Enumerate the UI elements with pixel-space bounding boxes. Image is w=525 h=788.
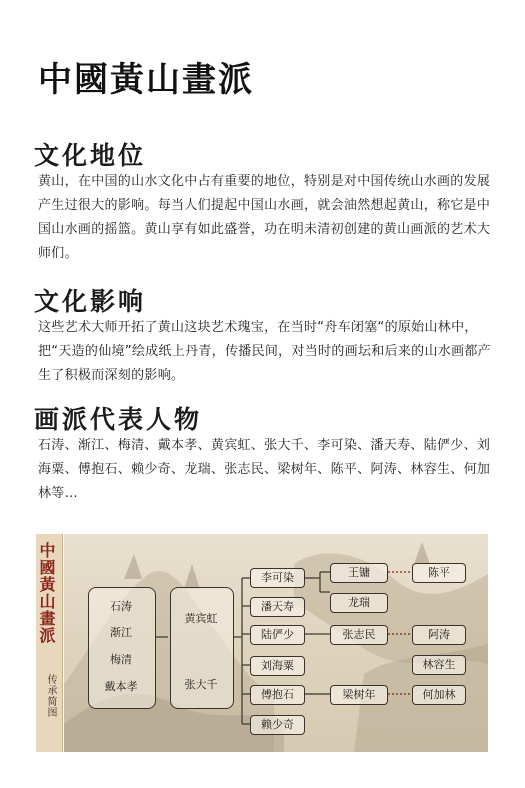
painter-node: 李可染 — [250, 568, 305, 588]
painter-node: 刘海粟 — [250, 656, 305, 676]
painter-node: 赖少奇 — [250, 715, 305, 735]
painter-node: 梁树年 — [330, 685, 388, 705]
master-name: 石涛 — [110, 600, 132, 613]
painter-node: 阿涛 — [412, 625, 466, 645]
diagram-side-subtitle: 传承简图 — [45, 674, 56, 718]
master-name: 戴本孝 — [104, 680, 138, 693]
painter-node: 张志民 — [330, 625, 388, 645]
lineage-diagram — [36, 534, 488, 752]
landscape-painting-background — [64, 534, 488, 752]
section-heading-influence: 文化影响 — [34, 287, 147, 316]
painter-node: 傅抱石 — [250, 685, 305, 705]
master-name: 黄宾虹 — [184, 612, 218, 625]
painter-node: 陆俨少 — [250, 625, 305, 645]
painter-node: 何加林 — [412, 685, 466, 705]
painter-node: 王镛 — [330, 563, 388, 583]
painter-node: 陈平 — [412, 563, 466, 583]
diagram-side-banner — [36, 534, 63, 752]
section-body-influence: 这些艺术大师开拓了黄山这块艺术瑰宝，在当时“舟车闭塞“的原始山林中，把“天造的仙境”绘成纸上丹青，传播民间，对当时的画坛和后来的山水画都产生了积极而深刻的影响。 — [38, 320, 491, 383]
painter-node: 林容生 — [412, 655, 466, 675]
page-title: 中國黃山畫派 — [38, 60, 254, 100]
section-body-status: 黄山，在中国的山水文化中占有重要的地位，特别是对中国传统山水画的发展产生过很大的影响。每当人们提起中国山水画，就会油然想起黄山，称它是中国山水画的摇篮。黄山享有如此盛誉，功在明未清初创建的黄山画派的艺术大师们。 — [38, 174, 491, 261]
master-name: 梅清 — [110, 653, 132, 666]
master-name: 渐江 — [110, 626, 132, 639]
painter-node: 潘天寿 — [250, 597, 305, 617]
painter-node: 龙瑞 — [330, 593, 388, 613]
section-body-painters: 石涛、渐江、梅清、戴本孝、黄宾虹、张大千、李可染、潘天寿、陆俨少、刘海粟、傅抱石、赖少奇、龙瑞、张志民、梁树年、陈平、阿涛、林容生、何加林等… — [38, 438, 491, 501]
diagram-side-title: 中國黃山畫派 — [37, 542, 56, 644]
section-heading-painters: 画派代表人物 — [34, 405, 203, 434]
master-name: 张大千 — [184, 678, 218, 691]
section-heading-status: 文化地位 — [34, 141, 147, 170]
